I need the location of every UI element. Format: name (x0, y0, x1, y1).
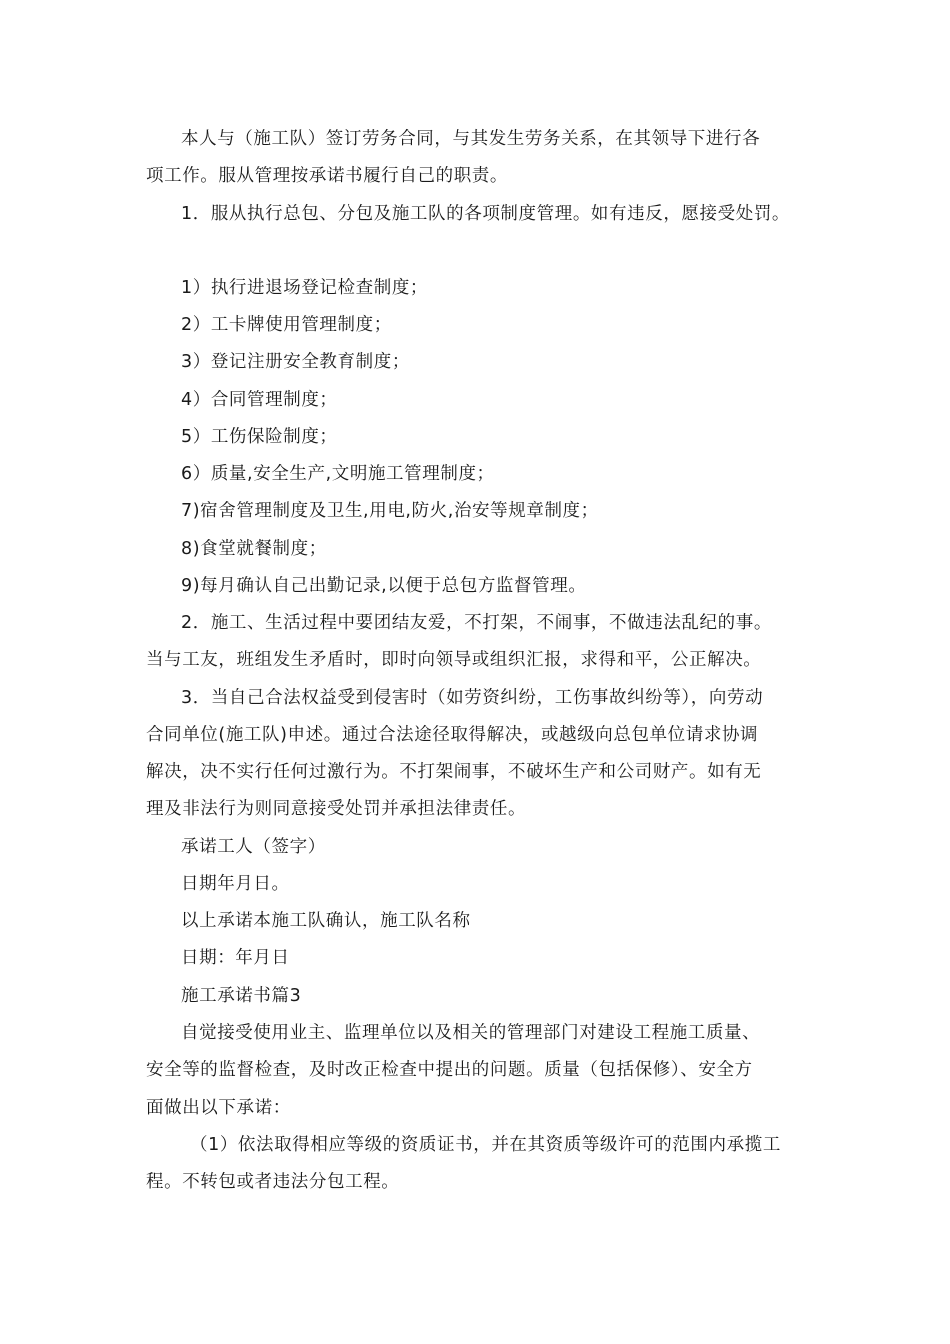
section-3-line-1: 自觉接受使用业主、监理单位以及相关的管理部门对建设工程施工质量、 (181, 1023, 761, 1043)
list-item-4: 4）合同管理制度； (181, 390, 338, 410)
team-date: 日期：年月日 (181, 948, 290, 968)
pledge-1-line-1: （1）依法取得相应等级的资质证书，并在其资质等级许可的范围内承揽工 (190, 1135, 781, 1155)
signature-date: 日期年月日。 (181, 874, 290, 894)
list-item-7: 7)宿舍管理制度及卫生,用电,防火,治安等规章制度； (181, 501, 599, 521)
list-item-3: 3）登记注册安全教育制度； (181, 352, 410, 372)
clause-2-line-1: 2．施工、生活过程中要团结友爱，不打架，不闹事，不做违法乱纪的事。 (181, 613, 772, 633)
list-item-5: 5）工伤保险制度； (181, 427, 338, 447)
list-item-9: 9)每月确认自己出勤记录,以便于总包方监督管理。 (181, 576, 587, 596)
list-item-8: 8)食堂就餐制度； (181, 539, 327, 559)
list-item-2: 2）工卡牌使用管理制度； (181, 315, 392, 335)
clause-1-heading: 1．服从执行总包、分包及施工队的各项制度管理。如有违反，愿接受处罚。 (181, 204, 791, 224)
section-title: 施工承诺书篇3 (181, 986, 302, 1006)
clause-3-line-4: 理及非法行为则同意接受处罚并承担法律责任。 (146, 799, 527, 819)
team-confirmation: 以上承诺本施工队确认，施工队名称 (181, 911, 471, 931)
paragraph-intro-line-1: 本人与（施工队）签订劳务合同，与其发生劳务关系，在其领导下进行各 (181, 129, 761, 149)
section-3-line-3: 面做出以下承诺： (146, 1098, 291, 1118)
paragraph-intro-line-2: 项工作。服从管理按承诺书履行自己的职责。 (146, 166, 508, 186)
clause-2-line-2: 当与工友，班组发生矛盾时，即时向领导或组织汇报，求得和平，公正解决。 (146, 650, 762, 670)
list-item-6: 6）质量,安全生产,文明施工管理制度； (181, 464, 495, 484)
clause-3-line-3: 解决，决不实行任何过激行为。不打架闹事，不破坏生产和公司财产。如有无 (146, 762, 762, 782)
list-item-1: 1）执行进退场登记检查制度； (181, 278, 429, 298)
section-3-line-2: 安全等的监督检查，及时改正检查中提出的问题。质量（包括保修）、安全方 (146, 1060, 753, 1080)
pledge-1-line-2: 程。不转包或者违法分包工程。 (146, 1172, 400, 1192)
clause-3-line-1: 3．当自己合法权益受到侵害时（如劳资纠纷，工伤事故纠纷等），向劳动 (181, 688, 764, 708)
signature-worker: 承诺工人（签字） (181, 837, 326, 857)
clause-3-line-2: 合同单位(施工队)申述。通过合法途径取得解决，或越级向总包单位请求协调 (146, 725, 759, 745)
